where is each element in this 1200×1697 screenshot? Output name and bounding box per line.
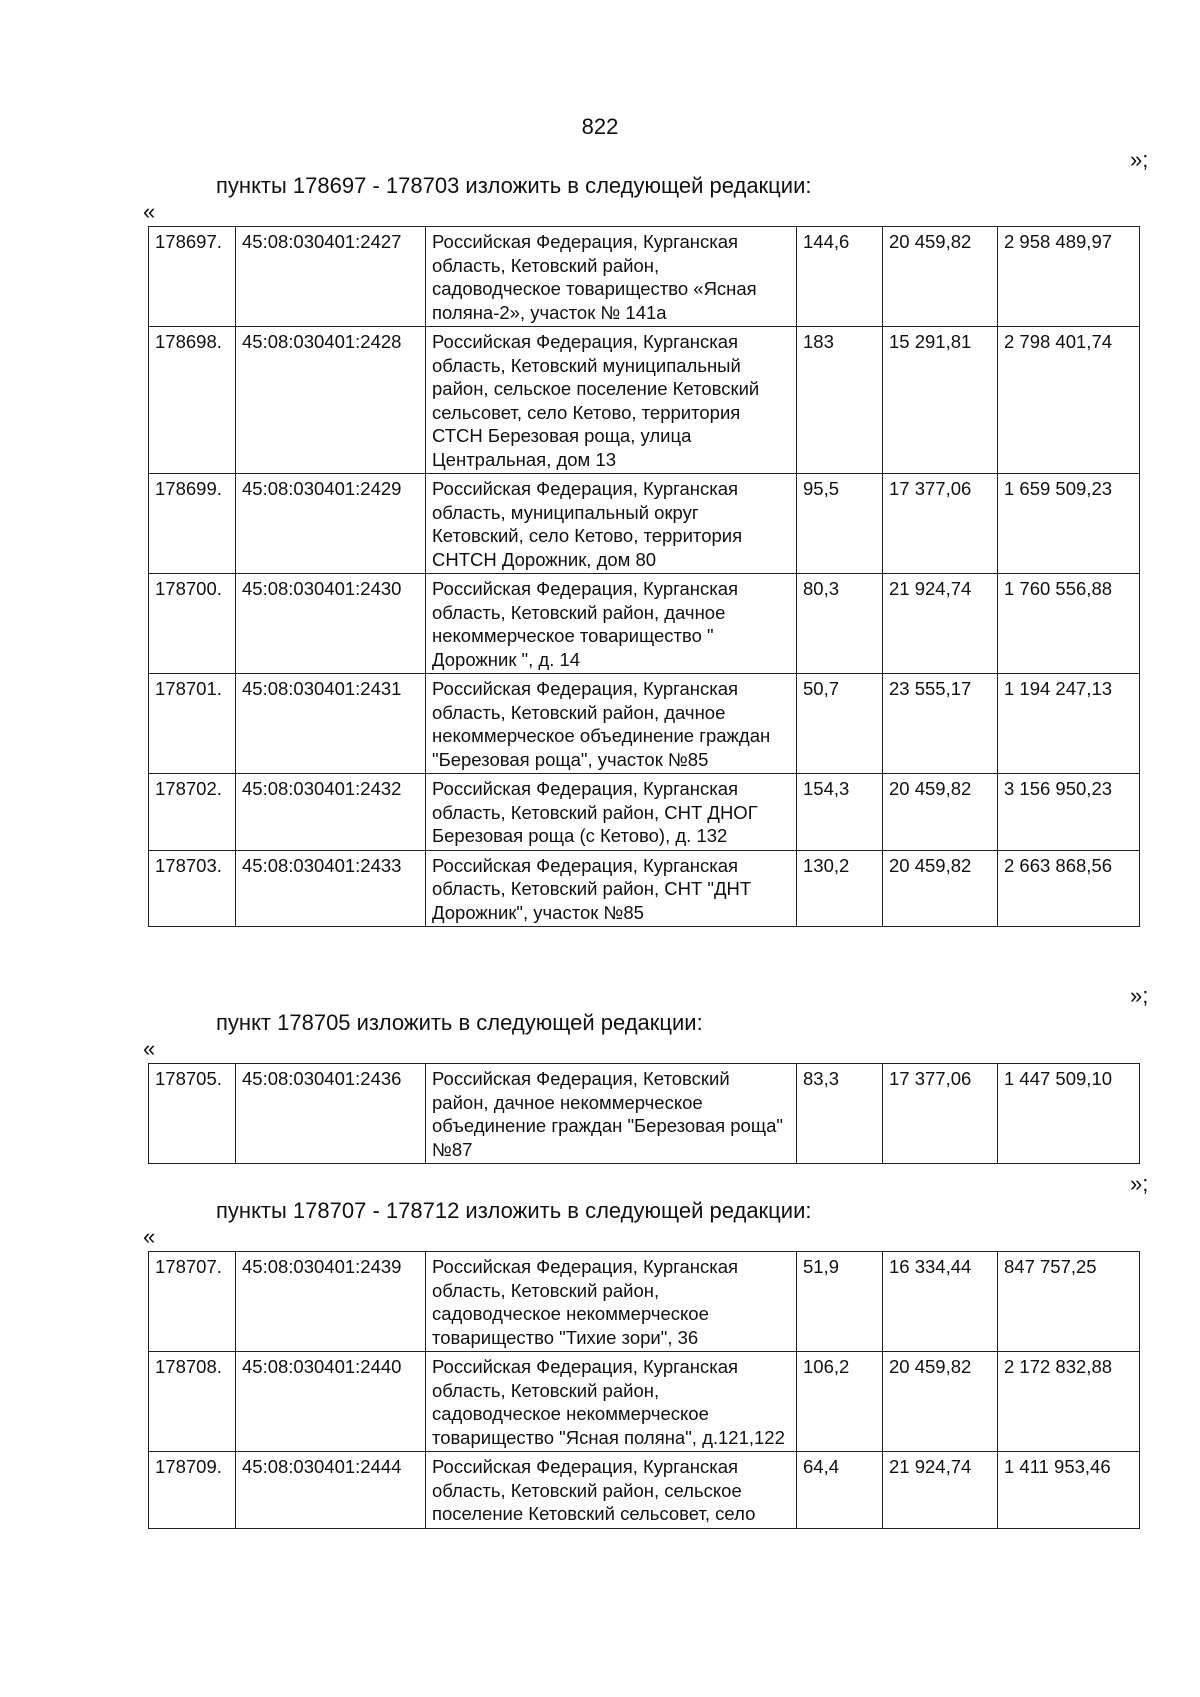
row-number-cell: 178703. [149,850,236,927]
cadastral-value-cell: 2 172 832,88 [998,1352,1140,1452]
cadastral-value-cell: 1 194 247,13 [998,674,1140,774]
table-row [149,774,1140,851]
cadastral-rate-cell: 21 924,74 [883,574,998,674]
address-cell: Российская Федерация, Курганская область, муниципальный округ Кетовский, село Кетово, территория СНТСН Дорожник, дом 80 [426,474,797,574]
address-cell: Российская Федерация, Курганская область, Кетовский район, садоводческое некоммерческое товарищество "Тихие зори", 36 [426,1252,797,1352]
row-number-cell: 178698. [149,327,236,474]
close-quote-1: »; [1130,983,1149,1008]
cadastral-number-cell: 45:08:030401:2430 [236,574,426,674]
row-number-cell: 178697. [149,227,236,327]
cadastral-value-cell: 1 760 556,88 [998,574,1140,674]
address-cell: Российская Федерация, Курганская область, Кетовский муниципальный район, сельское поселение Кетовский сельсовет, село Кетово, территория СТСН Березовая роща, улица Центральная, дом 13 [426,327,797,474]
register-table-2 [148,1063,1140,1164]
table-row [149,574,1140,674]
area-cell: 80,3 [797,574,883,674]
address-cell: Российская Федерация, Курганская область, Кетовский район, сельское поселение Кетовский сельсовет, село [426,1452,797,1529]
cadastral-rate-cell: 23 555,17 [883,674,998,774]
table-row [149,227,1140,327]
close-quote-top: »; [1130,147,1149,172]
cadastral-rate-cell: 21 924,74 [883,1452,998,1529]
area-cell: 95,5 [797,474,883,574]
register-table-3 [148,1251,1140,1529]
cadastral-rate-cell: 15 291,81 [883,327,998,474]
register-table-1 [148,226,1140,927]
area-cell: 183 [797,327,883,474]
row-number-cell: 178700. [149,574,236,674]
row-number-cell: 178699. [149,474,236,574]
address-cell: Российская Федерация, Курганская область, Кетовский район, дачное некоммерческое товарищество " Дорожник ", д. 14 [426,574,797,674]
cadastral-rate-cell: 20 459,82 [883,774,998,851]
table-row [149,327,1140,474]
cadastral-rate-cell: 20 459,82 [883,227,998,327]
cadastral-rate-cell: 17 377,06 [883,474,998,574]
table-row [149,1064,1140,1164]
cadastral-value-cell: 2 958 489,97 [998,227,1140,327]
cadastral-value-cell: 2 663 868,56 [998,850,1140,927]
page-number: 822 [581,114,619,139]
table-row [149,1352,1140,1452]
section-heading-3: пункты 178707 - 178712 изложить в следующей редакции: [216,1198,812,1223]
area-cell: 154,3 [797,774,883,851]
address-cell: Российская Федерация, Курганская область, Кетовский район, СНТ "ДНТ Дорожник", участок №85 [426,850,797,927]
section-heading-1: пункты 178697 - 178703 изложить в следующей редакции: [216,173,812,198]
cadastral-number-cell: 45:08:030401:2428 [236,327,426,474]
open-quote-3: « [143,1224,156,1249]
table-row [149,474,1140,574]
area-cell: 106,2 [797,1352,883,1452]
cadastral-value-cell: 847 757,25 [998,1252,1140,1352]
cadastral-rate-cell: 20 459,82 [883,850,998,927]
address-cell: Российская Федерация, Курганская область, Кетовский район, садоводческое некоммерческое товарищество "Ясная поляна", д.121,122 [426,1352,797,1452]
address-cell: Российская Федерация, Курганская область, Кетовский район, дачное некоммерческое объединение граждан "Березовая роща", участок №85 [426,674,797,774]
cadastral-rate-cell: 16 334,44 [883,1252,998,1352]
cadastral-number-cell: 45:08:030401:2427 [236,227,426,327]
section-heading-2: пункт 178705 изложить в следующей редакции: [216,1010,703,1035]
open-quote-2: « [143,1036,156,1061]
close-quote-2: »; [1130,1171,1149,1196]
area-cell: 50,7 [797,674,883,774]
address-cell: Российская Федерация, Курганская область, Кетовский район, СНТ ДНОГ Березовая роща (с Кетово), д. 132 [426,774,797,851]
cadastral-number-cell: 45:08:030401:2444 [236,1452,426,1529]
row-number-cell: 178709. [149,1452,236,1529]
cadastral-value-cell: 1 447 509,10 [998,1064,1140,1164]
address-cell: Российская Федерация, Кетовский район, дачное некоммерческое объединение граждан "Березовая роща" №87 [426,1064,797,1164]
cadastral-rate-cell: 17 377,06 [883,1064,998,1164]
row-number-cell: 178707. [149,1252,236,1352]
table-row [149,674,1140,774]
cadastral-number-cell: 45:08:030401:2440 [236,1352,426,1452]
cadastral-number-cell: 45:08:030401:2436 [236,1064,426,1164]
cadastral-rate-cell: 20 459,82 [883,1352,998,1452]
area-cell: 83,3 [797,1064,883,1164]
cadastral-number-cell: 45:08:030401:2429 [236,474,426,574]
address-cell: Российская Федерация, Курганская область, Кетовский район, садоводческое товарищество «Ясная поляна-2», участок № 141а [426,227,797,327]
cadastral-number-cell: 45:08:030401:2432 [236,774,426,851]
row-number-cell: 178701. [149,674,236,774]
table-row [149,1252,1140,1352]
cadastral-number-cell: 45:08:030401:2431 [236,674,426,774]
cadastral-value-cell: 3 156 950,23 [998,774,1140,851]
cadastral-number-cell: 45:08:030401:2439 [236,1252,426,1352]
cadastral-value-cell: 2 798 401,74 [998,327,1140,474]
area-cell: 64,4 [797,1452,883,1529]
row-number-cell: 178702. [149,774,236,851]
row-number-cell: 178705. [149,1064,236,1164]
cadastral-value-cell: 1 659 509,23 [998,474,1140,574]
area-cell: 144,6 [797,227,883,327]
cadastral-number-cell: 45:08:030401:2433 [236,850,426,927]
table-row [149,850,1140,927]
table-row [149,1452,1140,1529]
row-number-cell: 178708. [149,1352,236,1452]
area-cell: 51,9 [797,1252,883,1352]
open-quote-1: « [143,199,156,224]
cadastral-value-cell: 1 411 953,46 [998,1452,1140,1529]
area-cell: 130,2 [797,850,883,927]
